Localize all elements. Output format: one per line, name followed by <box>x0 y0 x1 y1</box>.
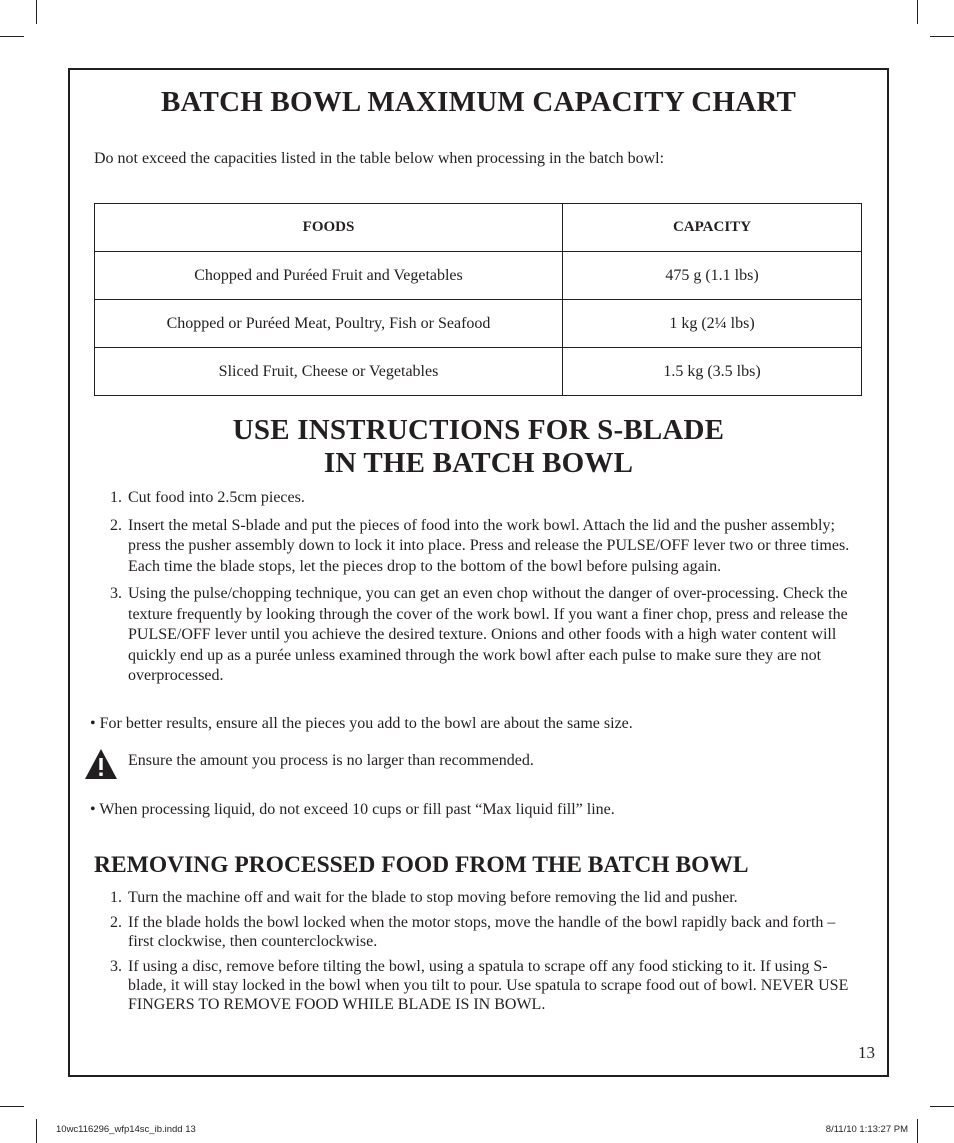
step-text: Insert the metal S-blade and put the pieces of food into the work bowl. Attach the lid and the pusher assembly; press the pusher assembly down to lock it into place. Press and release the PULSE/OFF lever two or three times. Each time the blade stops, let the pieces drop to the bottom of the bowl before pulsing again. <box>128 516 850 575</box>
crop-mark <box>0 1106 24 1107</box>
step-number: 3. <box>110 585 122 602</box>
step-number: 2. <box>110 914 122 931</box>
page-title: BATCH BOWL MAXIMUM CAPACITY CHART <box>161 86 796 118</box>
list-item <box>110 888 860 907</box>
crop-mark <box>930 1106 954 1107</box>
removing-heading: REMOVING PROCESSED FOOD FROM THE BATCH BOWL <box>94 852 749 878</box>
warning-icon <box>84 747 118 781</box>
capacity-cell: 1.5 kg (3.5 lbs) <box>563 348 862 396</box>
crop-mark <box>930 36 954 37</box>
slug-filename: 10wc116296_wfp14sc_ib.indd 13 <box>56 1124 196 1135</box>
page-frame <box>68 68 889 1077</box>
crop-mark <box>36 1119 37 1143</box>
warning-text: Ensure the amount you process is no larger than recommended. <box>128 752 534 769</box>
crop-mark <box>917 0 918 24</box>
list-item <box>110 913 860 951</box>
sblade-heading-line1: USE INSTRUCTIONS FOR S-BLADE <box>232 414 725 446</box>
step-number: 1. <box>110 489 122 506</box>
capacity-cell: 475 g (1.1 lbs) <box>563 252 862 300</box>
capacity-table <box>94 203 862 396</box>
list-item <box>110 957 860 1014</box>
liquid-bullet: • When processing liquid, do not exceed 10 cups or fill past “Max liquid fill” line. <box>90 801 615 818</box>
step-text: Turn the machine off and wait for the blade to stop moving before removing the lid and pusher. <box>128 889 738 906</box>
table-row <box>95 348 862 396</box>
header-foods: FOODS <box>95 204 563 252</box>
removing-steps <box>110 888 860 1020</box>
crop-mark <box>36 0 37 24</box>
step-number: 1. <box>110 889 122 906</box>
list-item <box>110 516 860 578</box>
table-row <box>95 252 862 300</box>
intro-text: Do not exceed the capacities listed in the table below when processing in the batch bowl: <box>94 150 665 167</box>
table-header-row <box>95 204 862 252</box>
step-text: If using a disc, remove before tilting the bowl, using a spatula to scrape off any food sticking to it. If using S-blade, it will stay locked in the bowl when you tilt to pour. Use spatula to scrape food out of bowl. NEVER USE FINGERS TO REMOVE FOOD WHILE BLADE IS IN BOWL. <box>128 958 849 1013</box>
step-text: If the blade holds the bowl locked when the motor stops, move the handle of the bowl rapidly back and forth – first clockwise, then counterclockwise. <box>128 914 836 950</box>
sblade-heading <box>70 414 887 480</box>
tip-bullet: • For better results, ensure all the pieces you add to the bowl are about the same size. <box>90 715 633 732</box>
step-text: Using the pulse/chopping technique, you can get an even chop without the danger of over-processing. Check the texture frequently by looking through the cover of the work bowl. If you want a finer chop, press and release the PULSE/OFF lever until you achieve the desired texture. Onions and other foods with a high water content will quickly end up as a purée unless examined through the work bowl after each pulse to make sure they are not overprocessed. <box>128 585 848 684</box>
food-cell: Chopped and Puréed Fruit and Vegetables <box>95 252 563 300</box>
slug-timestamp: 8/11/10 1:13:27 PM <box>825 1124 908 1135</box>
table-row <box>95 300 862 348</box>
crop-mark <box>0 36 24 37</box>
capacity-cell: 1 kg (2¼ lbs) <box>563 300 862 348</box>
sblade-steps <box>110 488 860 694</box>
step-text: Cut food into 2.5cm pieces. <box>128 489 305 506</box>
list-item <box>110 488 860 509</box>
food-cell: Sliced Fruit, Cheese or Vegetables <box>95 348 563 396</box>
sblade-heading-line2: IN THE BATCH BOWL <box>323 447 634 479</box>
crop-mark <box>917 1119 918 1143</box>
step-number: 2. <box>110 516 122 534</box>
step-number: 3. <box>110 958 122 975</box>
food-cell: Chopped or Puréed Meat, Poultry, Fish or Seafood <box>95 300 563 348</box>
page-number: 13 <box>858 1043 875 1062</box>
header-capacity: CAPACITY <box>563 204 862 252</box>
list-item <box>110 584 860 687</box>
